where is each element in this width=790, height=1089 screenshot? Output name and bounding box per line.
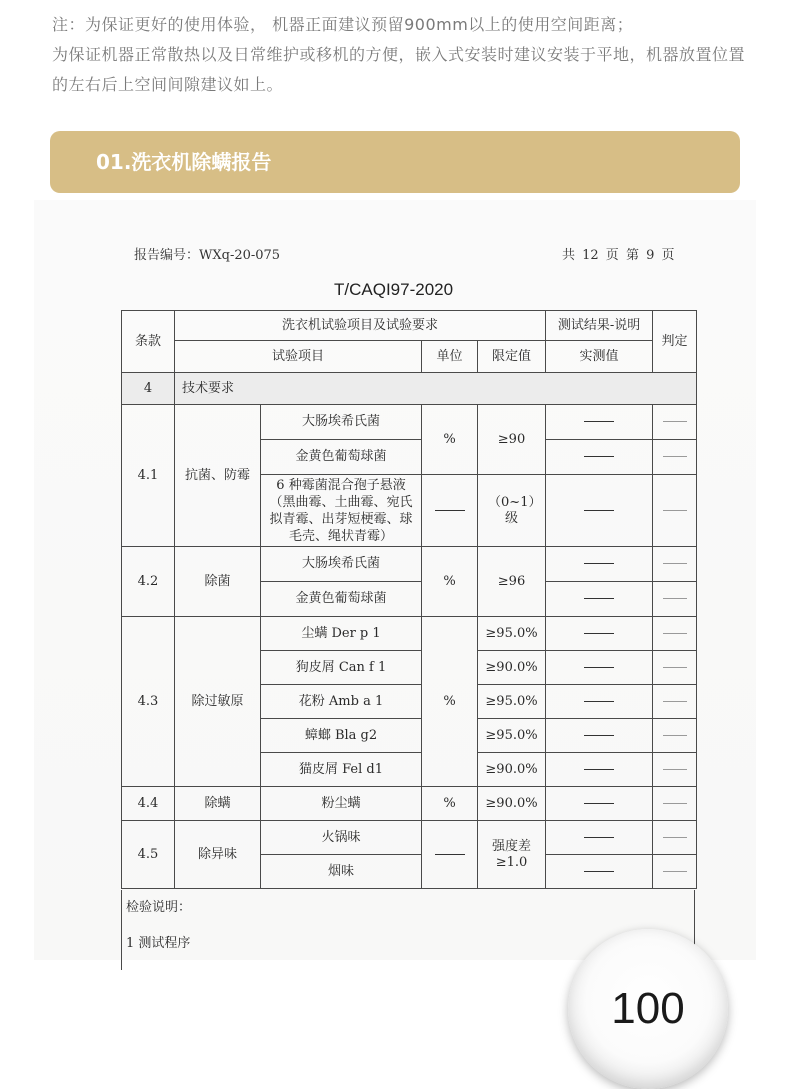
header-unit: 单位 <box>422 341 478 373</box>
item-4-2-a: 大肠埃希氏菌 <box>261 547 422 582</box>
limit-4-3-e: ≥90.0% <box>478 753 546 787</box>
measured-4-5-b <box>546 855 653 889</box>
header-judgement: 判定 <box>653 311 697 373</box>
limit-4-3-d: ≥95.0% <box>478 719 546 753</box>
judgement-4-3-a <box>653 617 697 651</box>
limit-4-5: 强度差≥1.0 <box>478 821 546 889</box>
header-test-item: 试验项目 <box>175 341 422 373</box>
band-clause: 4 <box>122 373 175 405</box>
judgement-4-1-a <box>653 405 697 440</box>
item-4-1-a: 大肠埃希氏菌 <box>261 405 422 440</box>
limit-4-2: ≥96 <box>478 547 546 617</box>
item-4-2-b: 金黄色葡萄球菌 <box>261 582 422 617</box>
item-4-1-c: 6 种霉菌混合孢子悬液（黑曲霉、土曲霉、宛氏拟青霉、出芽短梗霉、球毛壳、绳状青霉） <box>261 475 422 547</box>
item-4-3-e: 猫皮屑 Fel d1 <box>261 753 422 787</box>
table-row <box>122 405 697 440</box>
unit-4-1: % <box>422 405 478 475</box>
judgement-4-1-b <box>653 440 697 475</box>
limit-4-3-c: ≥95.0% <box>478 685 546 719</box>
report-page: 共 12 页 第 9 页 <box>562 248 675 263</box>
band-label: 技术要求 <box>175 373 697 405</box>
table-row <box>122 547 697 582</box>
measured-4-1-a <box>546 405 653 440</box>
inspection-notes-title: 检验说明： <box>126 900 192 915</box>
category-4-3: 除过敏原 <box>175 617 261 787</box>
inspection-notes-item: 1 测试程序 <box>126 936 191 951</box>
section-title: 01.洗衣机除螨报告 <box>96 150 272 174</box>
judgement-4-4 <box>653 787 697 821</box>
clause-4-2: 4.2 <box>122 547 175 617</box>
measured-4-2-a <box>546 547 653 582</box>
measured-4-2-b <box>546 582 653 617</box>
unit-4-1-c <box>422 475 478 547</box>
limit-4-1: ≥90 <box>478 405 546 475</box>
measured-4-3-d <box>546 719 653 753</box>
unit-4-4: % <box>422 787 478 821</box>
magnifier-lens <box>568 929 728 1089</box>
judgement-4-3-e <box>653 753 697 787</box>
section-band-row <box>122 373 697 405</box>
section-banner <box>50 131 740 193</box>
measured-4-1-c <box>546 475 653 547</box>
limit-4-3-a: ≥95.0% <box>478 617 546 651</box>
unit-4-5 <box>422 821 478 889</box>
table-row <box>122 787 697 821</box>
note-line-2: 为保证机器正常散热以及日常维护或移机的方便，嵌入式安装时建议安装于平地，机器放置位置的左右后上空间间隙建议如上。 <box>52 45 746 94</box>
report-number: 报告编号：WXq-20-075 <box>134 248 281 263</box>
clause-4-4: 4.4 <box>122 787 175 821</box>
item-4-3-d: 蟑螂 Bla g2 <box>261 719 422 753</box>
header-row-2 <box>122 341 697 373</box>
item-4-5-a: 火锅味 <box>261 821 422 855</box>
header-result-note: 测试结果-说明 <box>546 311 653 341</box>
item-4-1-b: 金黄色葡萄球菌 <box>261 440 422 475</box>
clause-4-3: 4.3 <box>122 617 175 787</box>
installation-note <box>52 10 752 100</box>
header-items-requirements: 洗衣机试验项目及试验要求 <box>175 311 546 341</box>
magnified-value: 100 <box>611 984 685 1033</box>
table-row <box>122 617 697 651</box>
judgement-4-2-b <box>653 582 697 617</box>
measured-4-5-a <box>546 821 653 855</box>
measured-4-3-c <box>546 685 653 719</box>
unit-4-3: % <box>422 617 478 787</box>
judgement-4-5-b <box>653 855 697 889</box>
category-4-5: 除异味 <box>175 821 261 889</box>
measured-4-4 <box>546 787 653 821</box>
item-4-5-b: 烟味 <box>261 855 422 889</box>
header-measured: 实测值 <box>546 341 653 373</box>
header-limit: 限定值 <box>478 341 546 373</box>
header-clause: 条款 <box>122 311 175 373</box>
judgement-4-5-a <box>653 821 697 855</box>
judgement-4-1-c <box>653 475 697 547</box>
table-row <box>122 821 697 855</box>
measured-4-3-a <box>546 617 653 651</box>
measured-4-3-b <box>546 651 653 685</box>
category-4-4: 除螨 <box>175 787 261 821</box>
item-4-3-b: 狗皮屑 Can f 1 <box>261 651 422 685</box>
category-4-2: 除菌 <box>175 547 261 617</box>
unit-4-2: % <box>422 547 478 617</box>
judgement-4-3-d <box>653 719 697 753</box>
limit-4-4: ≥90.0% <box>478 787 546 821</box>
header-row-1 <box>122 311 697 341</box>
category-4-1: 抗菌、防霉 <box>175 405 261 547</box>
report-document <box>34 200 756 1033</box>
item-4-3-c: 花粉 Amb a 1 <box>261 685 422 719</box>
item-4-4: 粉尘螨 <box>261 787 422 821</box>
judgement-4-2-a <box>653 547 697 582</box>
judgement-4-3-b <box>653 651 697 685</box>
note-line-1: 注：为保证更好的使用体验， 机器正面建议预留900mm以上的使用空间距离； <box>52 15 634 34</box>
clause-4-5: 4.5 <box>122 821 175 889</box>
clause-4-1: 4.1 <box>122 405 175 547</box>
measured-4-3-e <box>546 753 653 787</box>
limit-4-3-b: ≥90.0% <box>478 651 546 685</box>
judgement-4-3-c <box>653 685 697 719</box>
measured-4-1-b <box>546 440 653 475</box>
standard-number: T/CAQI97-2020 <box>334 280 454 299</box>
item-4-3-a: 尘螨 Der p 1 <box>261 617 422 651</box>
limit-4-1-c: （0~1）级 <box>478 475 546 547</box>
test-report-table <box>121 310 697 889</box>
